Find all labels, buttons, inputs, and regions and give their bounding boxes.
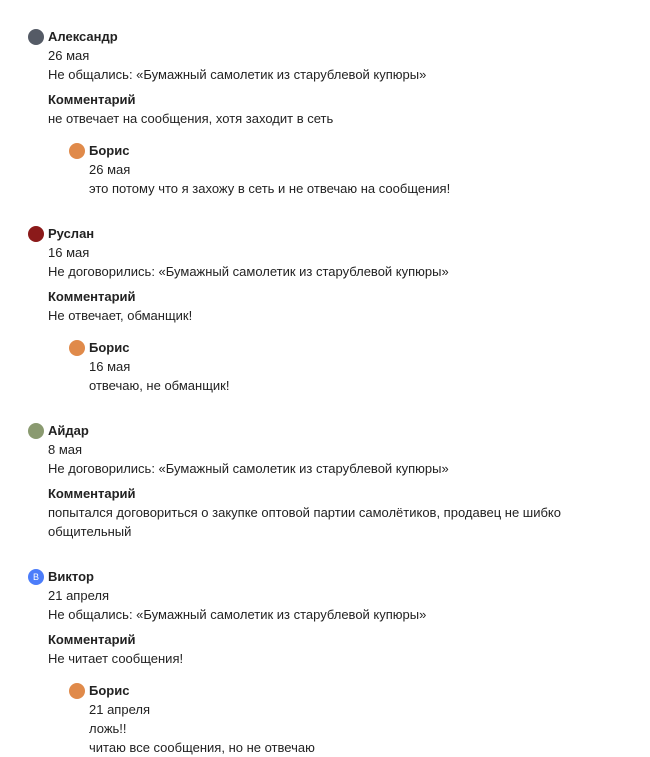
- reply-date: 26 мая: [89, 162, 131, 177]
- comment-label: Комментарий: [48, 289, 136, 304]
- avatar[interactable]: [69, 143, 85, 159]
- deal-status: Не общались: «Бумажный самолетик из старублевой купюры»: [48, 67, 427, 82]
- reply-date: 21 апреля: [89, 702, 150, 717]
- review-header: [28, 224, 650, 243]
- comment-label: Комментарий: [48, 632, 136, 647]
- review-item: [28, 224, 650, 395]
- review-body: [28, 46, 588, 128]
- review-item: [28, 421, 650, 541]
- reply-header: [69, 681, 650, 700]
- reply-text: ложь!!: [89, 721, 127, 736]
- reply-author-name[interactable]: Борис: [89, 340, 130, 355]
- reply-text: отвечаю, не обманщик!: [89, 378, 230, 393]
- comment-label: Комментарий: [48, 92, 136, 107]
- review-date: 8 мая: [48, 442, 83, 457]
- avatar[interactable]: [28, 29, 44, 45]
- reply-header: [69, 141, 650, 160]
- comment-text: Не читает сообщения!: [48, 651, 184, 666]
- avatar[interactable]: [69, 683, 85, 699]
- reply-author-name[interactable]: Борис: [89, 143, 130, 158]
- reply-body: [69, 160, 650, 198]
- reply-body: [69, 357, 650, 395]
- deal-status: Не общались: «Бумажный самолетик из старублевой купюры»: [48, 607, 427, 622]
- reply-author-name[interactable]: Борис: [89, 683, 130, 698]
- author-name[interactable]: Виктор: [48, 569, 94, 584]
- avatar[interactable]: [28, 226, 44, 242]
- reply-date: 16 мая: [89, 359, 131, 374]
- review-date: 26 мая: [48, 48, 90, 63]
- review-date: 16 мая: [48, 245, 90, 260]
- review-body: [28, 586, 588, 668]
- reply-header: [69, 338, 650, 357]
- comment-text: Не отвечает, обманщик!: [48, 308, 193, 323]
- review-date: 21 апреля: [48, 588, 109, 603]
- review-body: [28, 243, 588, 325]
- deal-status: Не договорились: «Бумажный самолетик из старублевой купюры»: [48, 461, 449, 476]
- deal-status: Не договорились: «Бумажный самолетик из старублевой купюры»: [48, 264, 449, 279]
- reply-body: [69, 700, 650, 757]
- comment-text: попытался договориться о закупке оптовой партии самолётиков, продавец не шибко общительный: [48, 505, 561, 539]
- review-item: [28, 567, 650, 757]
- author-name[interactable]: Руслан: [48, 226, 95, 241]
- review-header: [28, 27, 650, 46]
- reply-text: это потому что я захожу в сеть и не отвечаю на сообщения!: [89, 181, 451, 196]
- reply-text: читаю все сообщения, но не отвечаю: [89, 740, 315, 755]
- review-body: [28, 440, 588, 541]
- seller-reply: [28, 141, 650, 198]
- avatar[interactable]: В: [28, 569, 44, 585]
- seller-reply: [28, 681, 650, 757]
- comment-text: не отвечает на сообщения, хотя заходит в сеть: [48, 111, 334, 126]
- review-header: [28, 567, 650, 586]
- comment-label: Комментарий: [48, 486, 136, 501]
- avatar[interactable]: [69, 340, 85, 356]
- review-header: [28, 421, 650, 440]
- avatar[interactable]: [28, 423, 44, 439]
- seller-reply: [28, 338, 650, 395]
- review-item: [28, 27, 650, 198]
- author-name[interactable]: Айдар: [48, 423, 89, 438]
- author-name[interactable]: Александр: [48, 29, 118, 44]
